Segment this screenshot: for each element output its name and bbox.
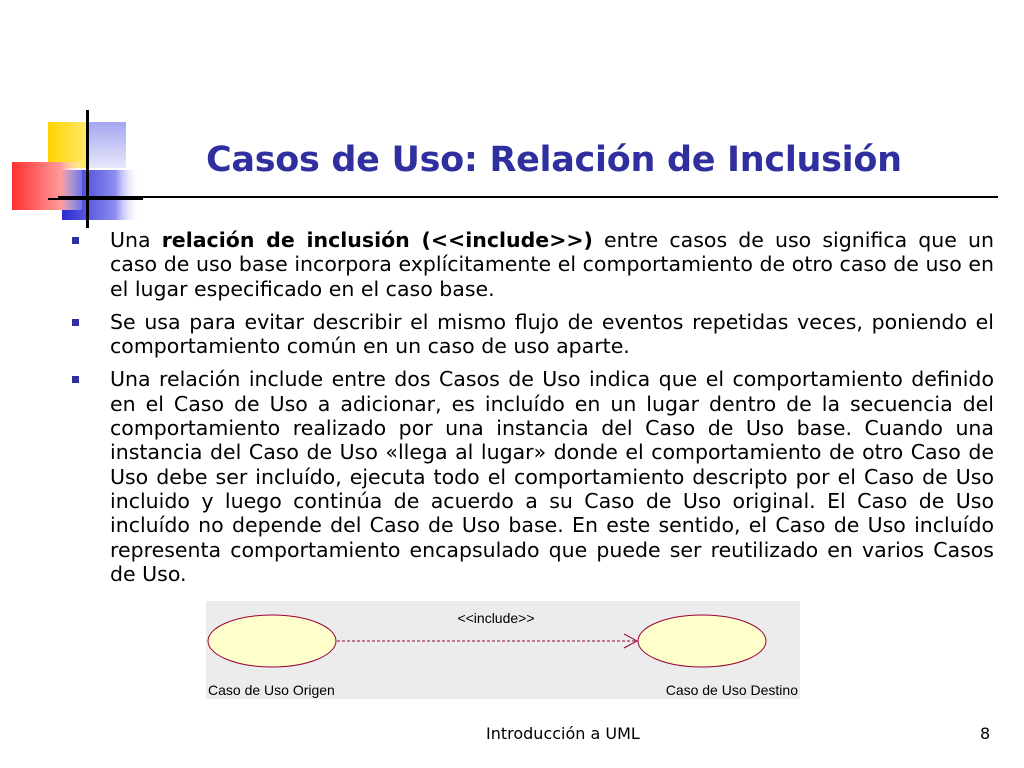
target-usecase [638, 615, 766, 667]
dependency-arrowhead [624, 634, 637, 648]
page-number: 8 [980, 724, 991, 743]
bullet-text-prefix: Una [110, 228, 162, 252]
bullet-text: Una relación include entre dos Casos de Uso indica que el comportamiento definido en el Caso de Uso a adicionar, es incluído en un lugar dentro de la secuencia del comportamiento realizado por una instancia del Caso de Uso base. Cuando una instancia del Caso de Uso «llega al lugar» donde el comportamiento de otro Caso de Uso debe ser incluído, ejecuta todo el comportamiento descripto por el Caso de Uso incluido y luego continúa de acuerdo a su Caso de Uso original. El Caso de Uso incluído no depende del Caso de Uso base. En este sentido, el Caso de Uso incluído representa comportamiento encapsulado que puede ser reutilizado en varios Casos de Uso. [110, 367, 994, 586]
bullet-item [64, 228, 994, 301]
bullet-text: Se usa para evitar describir el mismo flujo de eventos repetidas veces, poniendo el comportamiento común en un caso de uso aparte. [110, 309, 994, 359]
footer-title: Introducción a UML [486, 724, 640, 743]
stereotype-label: <<include>> [457, 610, 535, 626]
slide-logo [0, 0, 150, 240]
bullet-item [64, 310, 994, 359]
source-usecase [208, 615, 336, 667]
bullet-bold-term: relación de inclusión (<<include>>) [161, 228, 593, 252]
title-divider [58, 196, 998, 198]
target-usecase-label: Caso de Uso Destino [665, 682, 798, 698]
bullet-marker [72, 376, 79, 383]
bullet-marker [72, 237, 79, 244]
bullet-list [64, 228, 994, 595]
bullet-text-suffix: entre casos de uso significa que un caso de uso base incorpora explícitamente el comportamiento de otro caso de uso en el lugar especificado en el caso base. [110, 228, 995, 301]
bullet-marker [72, 319, 79, 326]
include-diagram [206, 601, 800, 699]
source-usecase-label: Caso de Uso Origen [208, 682, 335, 698]
bullet-item [64, 367, 994, 586]
slide-title: Casos de Uso: Relación de Inclusión [206, 140, 902, 180]
